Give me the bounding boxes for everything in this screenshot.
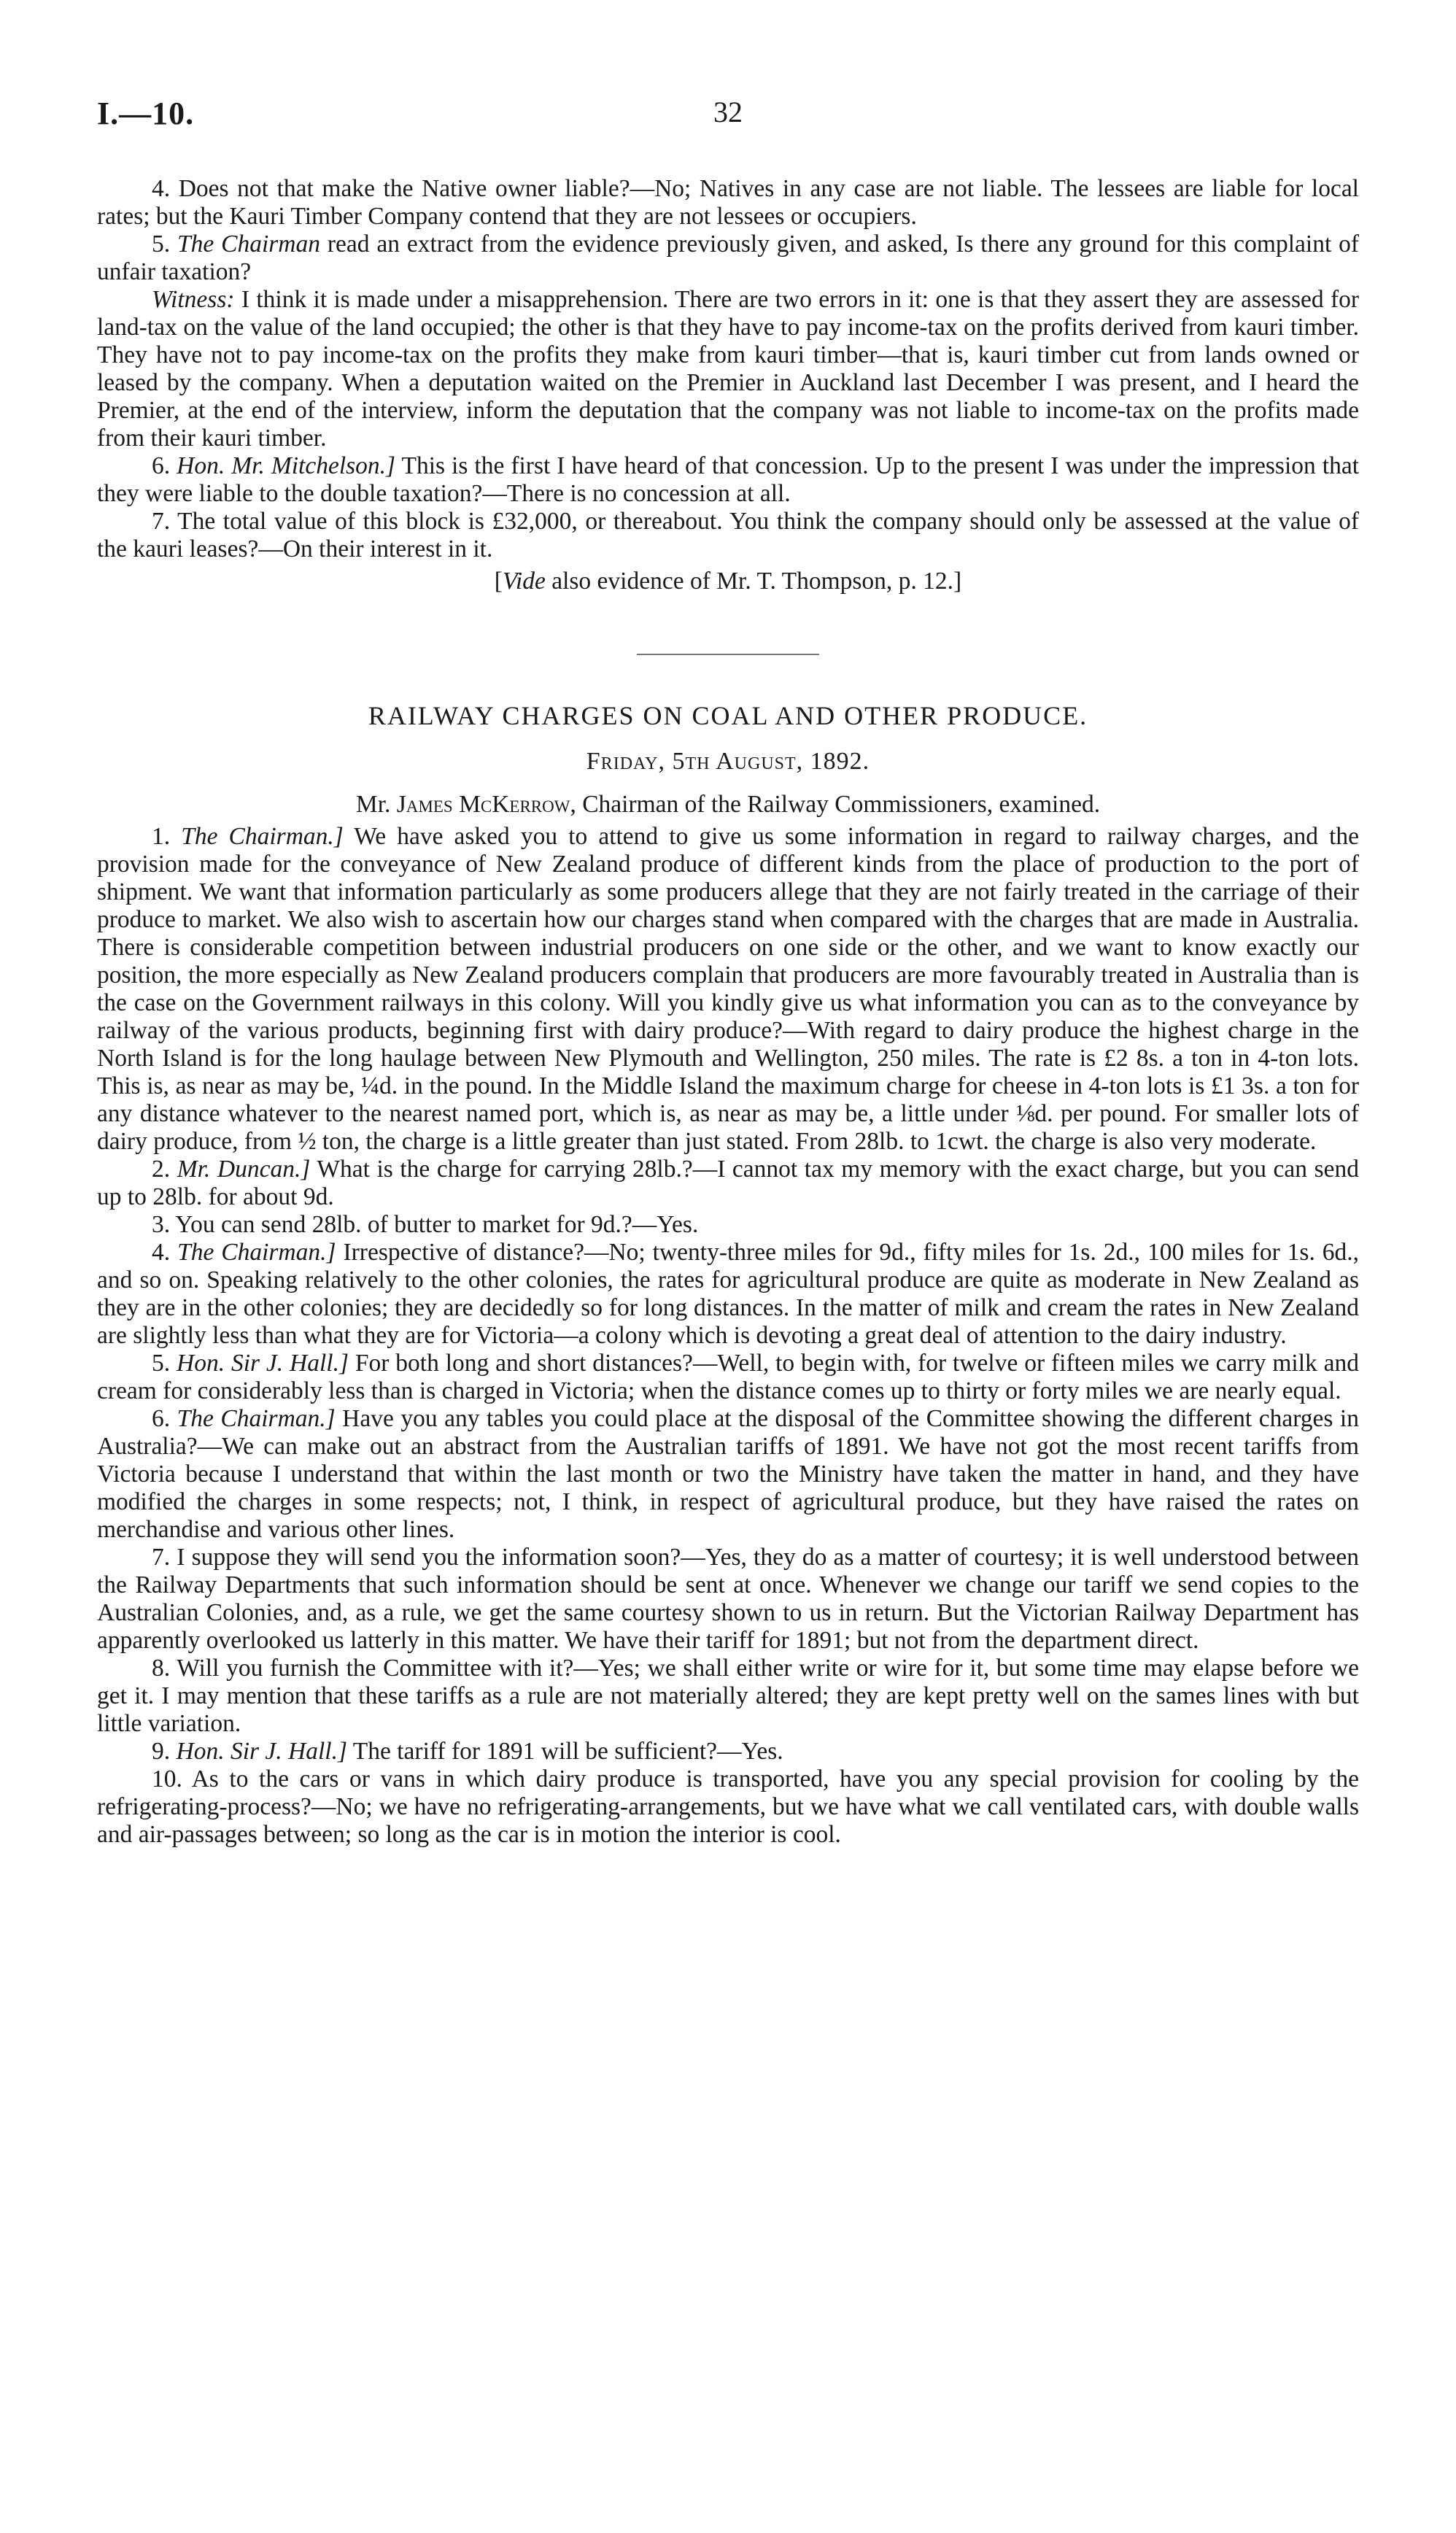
speaker-name: The Chairman [177, 231, 320, 258]
paragraph-text: I think it is made under a misapprehension. There are two errors in it: one is that they assert they are assessed for land-tax on the value of the land occupied; the other is that they have to pay income-tax on the profits derived from kauri timber. They have not to pay income-tax on the profits they make from kauri timber—that is, kauri timber cut from lands owned or leased by the company. When a deputation waited on the Premier in Auckland last December I was present, and I heard the Premier, at the end of the interview, inform the deputation that the company was not liable to income-tax on the profits made from their kauri timber. [97, 286, 1360, 452]
speaker-name: Mr. Duncan.] [177, 1156, 311, 1183]
paragraph-q8: 8. Will you furnish the Committee with it?—Yes; we shall either write or wire for it, but some time may elapse before we get it. I may mention that these tariffs as a rule are not materially altered; they are kept pretty well on the sames lines with but little variation. [97, 1655, 1359, 1737]
speaker-name: Hon. Sir J. Hall.] [177, 1350, 349, 1377]
paragraph-q6 [97, 452, 1359, 508]
question-number: 4. [152, 1239, 171, 1266]
speaker-name: The Chairman.] [181, 823, 344, 850]
paragraph-text: Irrespective of distance?—No; twenty-three miles for 9d., fifty miles for 1s. 2d., 100 miles for 1s. 6d., and so on. Speaking relatively to the other colonies, the rates for agricultural produce are quite as moderate in New Zealand as they are in the other colonies; they are decidedly so for long distances. In the matter of milk and cream the rates in New Zealand are slightly less than what they are for Victoria—a colony which is devoting a great deal of attention to the dairy industry. [97, 1239, 1359, 1349]
question-number: 6. [152, 452, 171, 479]
document-reference: I.—10. [97, 96, 195, 131]
paragraph-text: read an extract from the evidence previously given, and asked, Is there any ground for this complaint of unfair taxation? [97, 231, 1360, 285]
question-number: 9. [152, 1738, 171, 1765]
witness-prefix: Mr. [355, 791, 391, 818]
question-number: 5. [152, 231, 171, 258]
witness-name: James McKerrow [396, 791, 570, 818]
question-number: 2. [152, 1156, 171, 1183]
paragraph-q9 [97, 1738, 1359, 1766]
page-header [97, 95, 1359, 142]
paragraph-q4: 4. Does not that make the Native owner liable?—No; Natives in any case are not liable. The lessees are liable for local rates; but the Kauri Timber Company contend that they are not lessees or occupiers. [97, 175, 1359, 230]
paragraph-q3: 3. You can send 28lb. of butter to market for 9d.?—Yes. [152, 1211, 699, 1238]
paragraph-witness [97, 286, 1359, 452]
vide-bracket: [ [494, 568, 503, 595]
paragraph-text: For both long and short distances?—Well, to begin with, for twelve or fifteen miles we carry milk and cream for considerably less than is charged in Victoria; when the distance comes up to thirty or forty miles we are nearly equal. [97, 1350, 1360, 1404]
witness-introduction [97, 791, 1359, 819]
paragraph-text: This is the first I have heard of that concession. Up to the present I was under the impression that they were liable to the double taxation?—There is no concession at all. [97, 452, 1360, 507]
paragraph-q2 [97, 1156, 1359, 1211]
witness-role: , Chairman of the Railway Commissioners, examined. [570, 791, 1101, 818]
section-date: Friday, 5th August, 1892. [586, 748, 870, 775]
question-number: 1. [152, 823, 171, 850]
speaker-name: Hon. Mr. Mitchelson.] [177, 452, 396, 479]
paragraph-q5 [97, 231, 1359, 286]
paragraph-text: Have you any tables you could place at the disposal of the Committee showing the different charges in Australia?—We can make out an abstract from the Australian tariffs of 1891. We have not got the most recent tariffs from Victoria because I understand that within the last month or two the Ministry have taken the matter in hand, and they have modified the charges in some respects; not, I think, in respect of agricultural produce, but they have raised the rates on merchandise and various other lines. [97, 1405, 1359, 1543]
paragraph-q1 [97, 823, 1359, 1156]
vide-word: Vide [502, 568, 546, 595]
question-number: 5. [152, 1350, 171, 1377]
section-title: RAILWAY CHARGES ON COAL AND OTHER PRODUCE. [368, 701, 1088, 730]
witness-label: Witness: [152, 286, 235, 313]
speaker-name: The Chairman.] [177, 1239, 336, 1266]
paragraph-q10: 10. As to the cars or vans in which dairy produce is transported, have you any special provision for cooling by the refrigerating-process?—No; we have no refrigerating-arrangements, but we have what we call ventilated cars, with double walls and air-passages between; so long as the car is in motion the interior is cool. [97, 1766, 1359, 1848]
paragraph-q6-railway [97, 1405, 1359, 1544]
paragraph-text: The tariff for 1891 will be sufficient?—Yes. [352, 1738, 783, 1765]
vide-text: also evidence of Mr. T. Thompson, p. 12.] [551, 568, 962, 595]
speaker-name: The Chairman.] [177, 1405, 336, 1432]
question-number: 6. [152, 1405, 171, 1432]
paragraph-q7-railway: 7. I suppose they will send you the information soon?—Yes, they do as a matter of courtesy; it is well understood between the Railway Departments that such information should be sent at once. Whenever we change our tariff we send copies to the Australian Colonies, and, as a rule, we get the same courtesy shown to us in return. But the Victorian Railway Department has apparently overlooked us latterly in this matter. We have their tariff for 1891; but not from the department direct. [97, 1544, 1359, 1654]
page-number: 32 [713, 96, 743, 128]
paragraph-q5-railway [97, 1350, 1359, 1405]
paragraph-q4-railway [97, 1239, 1359, 1350]
document-page [97, 95, 1359, 1849]
speaker-name: Hon. Sir J. Hall.] [176, 1738, 347, 1765]
paragraph-text: We have asked you to attend to give us some information in regard to railway charges, and the provision made for the conveyance of New Zealand produce of different kinds from the place of production to the port of shipment. We want that information particularly as some producers allege that they are not fairly treated in the carriage of their produce to market. We also wish to ascertain how our charges stand when compared with the charges that are made in Australia. There is considerable competition between industrial producers on one side or the other, and we want to know exactly our position, the more especially as New Zealand producers complain that producers are more favourably treated in Australia than is the case on the Government railways in this colony. Will you kindly give us what information you can as to the conveyance by railway of the various products, beginning first with dairy produce?—With regard to dairy produce the highest charge in the North Island is for the long haulage between New Plymouth and Wellington, 250 miles. The rate is £2 8s. a ton in 4-ton lots. This is, as near as may be, ¼d. in the pound. In the Middle Island the maximum charge for cheese in 4-ton lots is £1 3s. a ton for any distance whatever to the nearest named port, which is, as near as may be, a little under ⅛d. per pound. For smaller lots of dairy produce, from ½ ton, the charge is a little greater than just stated. From 28lb. to 1cwt. the charge is also very moderate. [97, 823, 1359, 1155]
section-divider [637, 654, 819, 655]
vide-note [97, 568, 1359, 595]
paragraph-q7: 7. The total value of this block is £32,000, or thereabout. You think the company should only be assessed at the value of the kauri leases?—On their interest in it. [97, 508, 1359, 562]
paragraph-text: What is the charge for carrying 28lb.?—I cannot tax my memory with the exact charge, but you can send up to 28lb. for about 9d. [97, 1156, 1359, 1210]
